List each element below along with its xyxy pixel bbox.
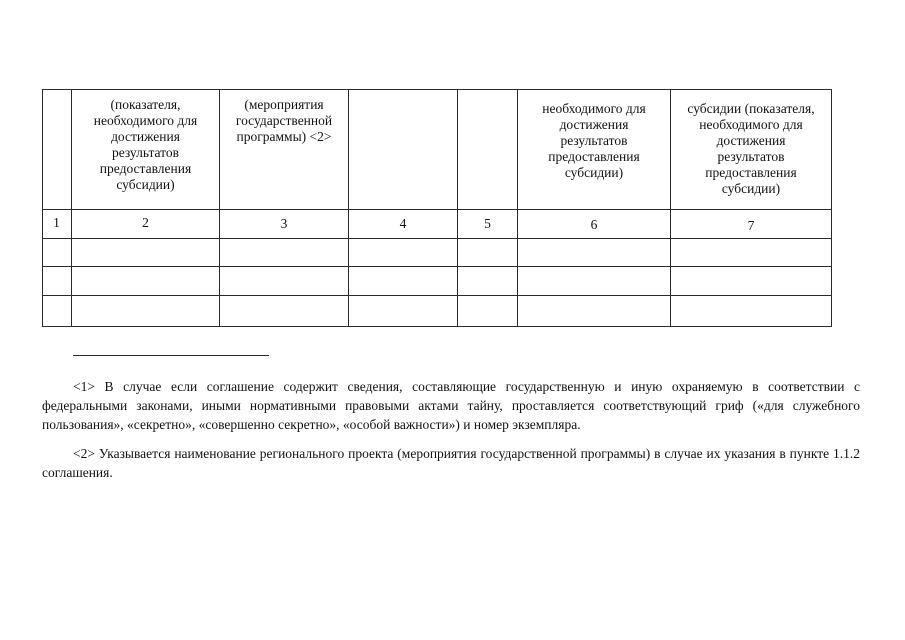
row-2-bottom-border — [42, 295, 832, 296]
header-cell-7: субсидии (показателя, необходимого для достижения результатов предоставления субсидии) — [687, 101, 815, 196]
header-cell-2: (показателя, необходимого для достижения результатов предоставления субсидии) — [93, 97, 198, 192]
table-right-border — [831, 89, 832, 327]
header-cell-3: (мероприятия государственной программы) <2> — [235, 97, 333, 144]
table-bottom-border — [42, 326, 832, 327]
footnote-2: <2> Указывается наименование регионального проекта (мероприятия государственной программы) в случае их указания в пункте 1.1.2 соглашения. — [42, 446, 860, 480]
column-number-1: 1 — [53, 215, 60, 230]
column-number-2: 2 — [142, 215, 149, 230]
row-1-bottom-border — [42, 266, 832, 267]
column-number-7: 7 — [747, 218, 755, 233]
column-number-6: 6 — [590, 217, 598, 232]
col-divider-4 — [457, 89, 458, 327]
footnote-separator — [73, 355, 269, 356]
col-divider-3 — [348, 89, 349, 327]
column-number-3: 3 — [280, 216, 288, 231]
footnote-1: <1> В случае если соглашение содержит сведения, составляющие государственную и иную охраняемую в соответствии с федеральными законами, иными нормативными правовыми актами тайну, проставляется соответствующий гриф («для служебного пользования», «секретно», «совершенно секретно», «особой важности») и номер экземпляра. — [42, 379, 860, 432]
column-number-5: 5 — [484, 216, 491, 231]
header-bottom-border — [42, 209, 832, 210]
header-cell-6: необходимого для достижения результатов предоставления субсидии) — [542, 101, 646, 180]
column-number-4: 4 — [399, 216, 407, 231]
number-row-bottom-border — [42, 238, 832, 239]
table-top-border — [42, 89, 832, 90]
table-left-border — [42, 89, 43, 327]
